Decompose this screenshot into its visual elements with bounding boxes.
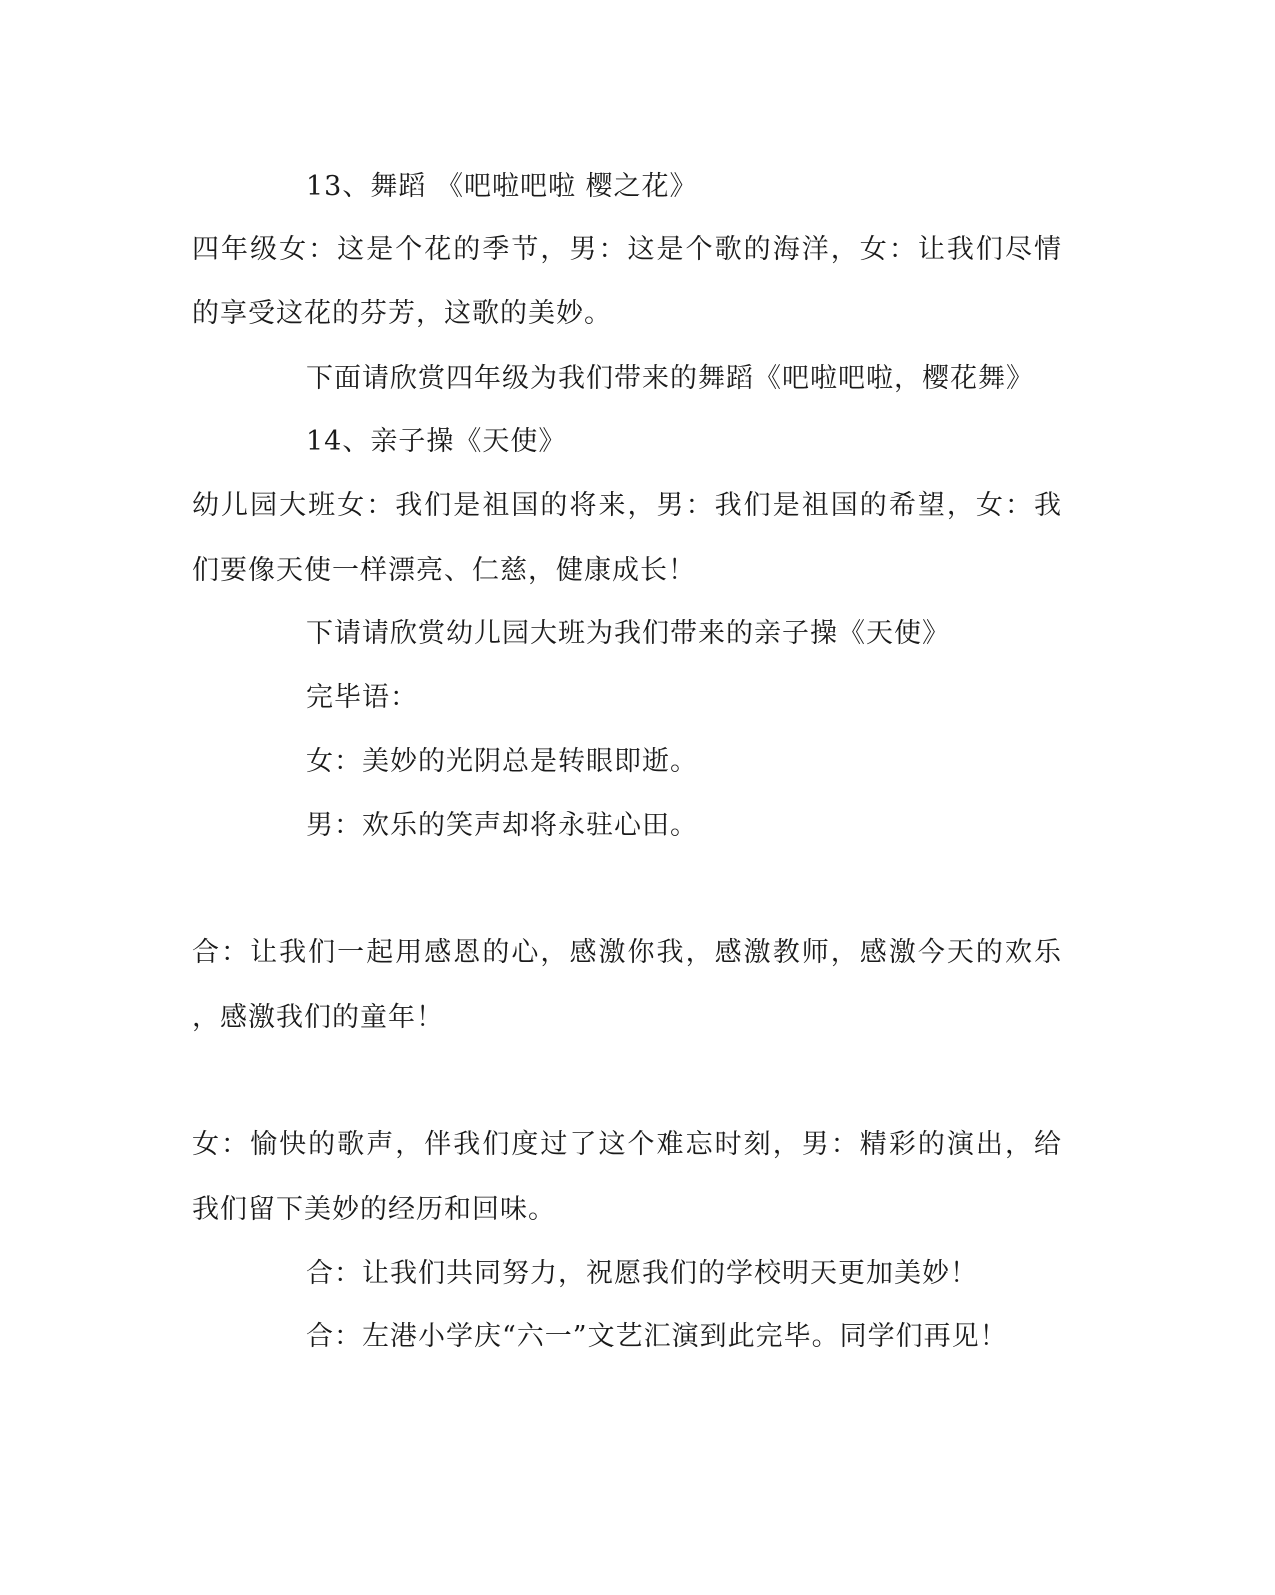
paragraph-line: 下请请欣赏幼儿园大班为我们带来的亲子操《天使》 [306,618,950,649]
paragraph-line: 我们留下美妙的经历和回味。 [192,1194,556,1225]
paragraph-line: 下面请欣赏四年级为我们带来的舞蹈《吧啦吧啦，樱花舞》 [306,363,1034,394]
paragraph-line: 四年级女：这是个花的季节，男：这是个歌的海洋，女：让我们尽情 [192,234,1062,265]
paragraph-line: 幼儿园大班女：我们是祖国的将来，男：我们是祖国的希望，女：我 [192,490,1062,521]
closing-heading: 完毕语： [306,682,418,713]
paragraph-line: 男：欢乐的笑声却将永驻心田。 [306,810,698,841]
paragraph-line: 女：美妙的光阴总是转眼即逝。 [306,746,698,777]
paragraph-line: 合：左港小学庆“六一”文艺汇演到此完毕。同学们再见！ [306,1321,1008,1352]
program-item-13-title: 13、舞蹈 《吧啦吧啦 樱之花》 [306,171,698,202]
paragraph-line: ，感激我们的童年！ [192,1002,444,1033]
paragraph-line: 们要像天使一样漂亮、仁慈，健康成长！ [192,555,696,586]
paragraph-line: 合：让我们共同努力，祝愿我们的学校明天更加美妙！ [306,1258,978,1289]
paragraph-line: 的享受这花的芬芳，这歌的美妙。 [192,298,612,329]
paragraph-line: 合：让我们一起用感恩的心，感激你我，感激教师，感激今天的欢乐 [192,937,1062,968]
paragraph-line: 女：愉快的歌声，伴我们度过了这个难忘时刻，男：精彩的演出，给 [192,1129,1062,1160]
program-item-14-title: 14、亲子操《天使》 [306,426,567,457]
